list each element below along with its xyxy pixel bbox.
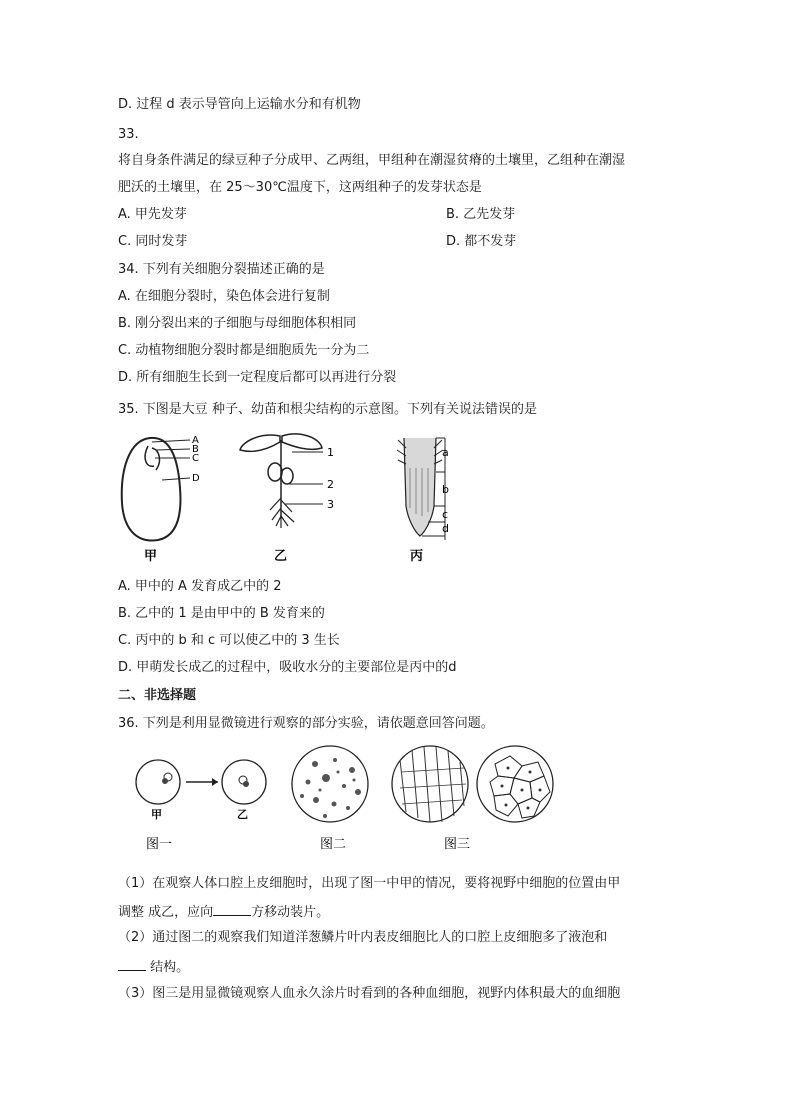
seedling-diagram <box>240 434 334 564</box>
q36-part2-line1: （2）通过图二的观察我们知道洋葱鳞片叶内表皮细胞比人的口腔上皮细胞多了液泡和 <box>118 930 608 945</box>
q33-stem-line1: 将自身条件满足的绿豆种子分成甲、乙两组，甲组种在潮湿贫瘠的土壤里，乙组种在潮湿 <box>118 153 626 168</box>
root-caption: 丙 <box>410 549 424 564</box>
q35-option-c: C. 丙中的 b 和 c 可以使乙中的 3 生长 <box>118 633 340 648</box>
figure1-label-jia: 甲 <box>151 808 162 821</box>
seedling-caption: 乙 <box>274 549 288 564</box>
q36-answer-blank-1[interactable] <box>213 902 251 916</box>
q32-option-d: D. 过程 d 表示导管向上运输水分和有机物 <box>118 97 361 112</box>
q35-figure <box>110 428 470 568</box>
figure1-label-yi: 乙 <box>237 808 248 821</box>
q34-option-c: C. 动植物细胞分裂时都是细胞质先一分为二 <box>118 343 370 358</box>
figure2-caption: 图二 <box>320 837 347 852</box>
q33-number: 33. <box>118 127 139 142</box>
figure3-onion-diagram <box>392 746 468 822</box>
seed-label-b: B <box>192 444 199 455</box>
q35-option-b: B. 乙中的 1 是由甲中的 B 发育来的 <box>118 606 325 621</box>
seed-diagram <box>122 435 200 564</box>
q35-stem: 35. 下图是大豆 种子、幼苗和根尖结构的示意图。下列有关说法错误的是 <box>118 402 537 417</box>
q33-option-d: D. 都不发芽 <box>446 234 517 249</box>
seedling-label-3: 3 <box>327 498 334 511</box>
q34-option-a: A. 在细胞分裂时，染色体会进行复制 <box>118 289 330 304</box>
root-tip-diagram <box>397 438 449 564</box>
q36-part3-line1: （3）图三是用显微镜观察人血永久涂片时看到的各种血细胞，视野内体积最大的血细胞 <box>118 986 621 1001</box>
root-label-a: a <box>442 446 449 459</box>
q33-option-a: A. 甲先发芽 <box>118 207 187 222</box>
seed-label-c: C <box>192 453 199 464</box>
q34-option-d: D. 所有细胞生长到一定程度后都可以再进行分裂 <box>118 370 397 385</box>
root-label-b: b <box>442 483 449 496</box>
q36-part1-line1: （1）在观察人体口腔上皮细胞时，出现了图一中甲的情况，要将视野中细胞的位置由甲 <box>118 876 621 891</box>
section-title: 二、非选择题 <box>118 688 197 703</box>
figure3-caption: 图三 <box>444 837 471 852</box>
q33-option-c: C. 同时发芽 <box>118 234 188 249</box>
seed-label-a: A <box>192 435 199 446</box>
figure1-caption: 图一 <box>146 837 173 852</box>
root-label-c: c <box>442 508 449 521</box>
seedling-label-2: 2 <box>327 478 334 491</box>
q36-answer-blank-2[interactable] <box>118 957 146 971</box>
q35-option-d: D. 甲萌发长成乙的过程中，吸收水分的主要部位是丙中的d <box>118 660 457 675</box>
root-label-d: d <box>442 522 449 535</box>
figure1-diagram <box>136 760 266 852</box>
q33-option-b: B. 乙先发芽 <box>446 207 516 222</box>
q34-option-b: B. 刚分裂出来的子细胞与母细胞体积相同 <box>118 316 357 331</box>
q36-part2-text: 结构。 <box>146 960 190 975</box>
q34-stem: 34. 下列有关细胞分裂描述正确的是 <box>118 262 325 277</box>
q36-part1-text-a: 调整 成乙，应向 <box>118 905 214 920</box>
q33-stem-line2: 肥沃的土壤里，在 25～30℃温度下，这两组种子的发芽状态是 <box>118 180 482 195</box>
seedling-label-1: 1 <box>327 446 334 459</box>
seed-caption: 甲 <box>144 549 158 564</box>
figure2-diagram <box>292 746 368 852</box>
q36-part1-line2 <box>118 902 329 922</box>
q36-figure <box>130 742 570 862</box>
q36-part1-text-b: 方移动装片。 <box>251 905 330 920</box>
q36-stem: 36. 下列是利用显微镜进行观察的部分实验，请依题意回答问题。 <box>118 716 494 731</box>
q36-part2-line2 <box>118 957 189 977</box>
seed-label-d: D <box>192 473 200 484</box>
q35-option-a: A. 甲中的 A 发育成乙中的 2 <box>118 579 282 594</box>
